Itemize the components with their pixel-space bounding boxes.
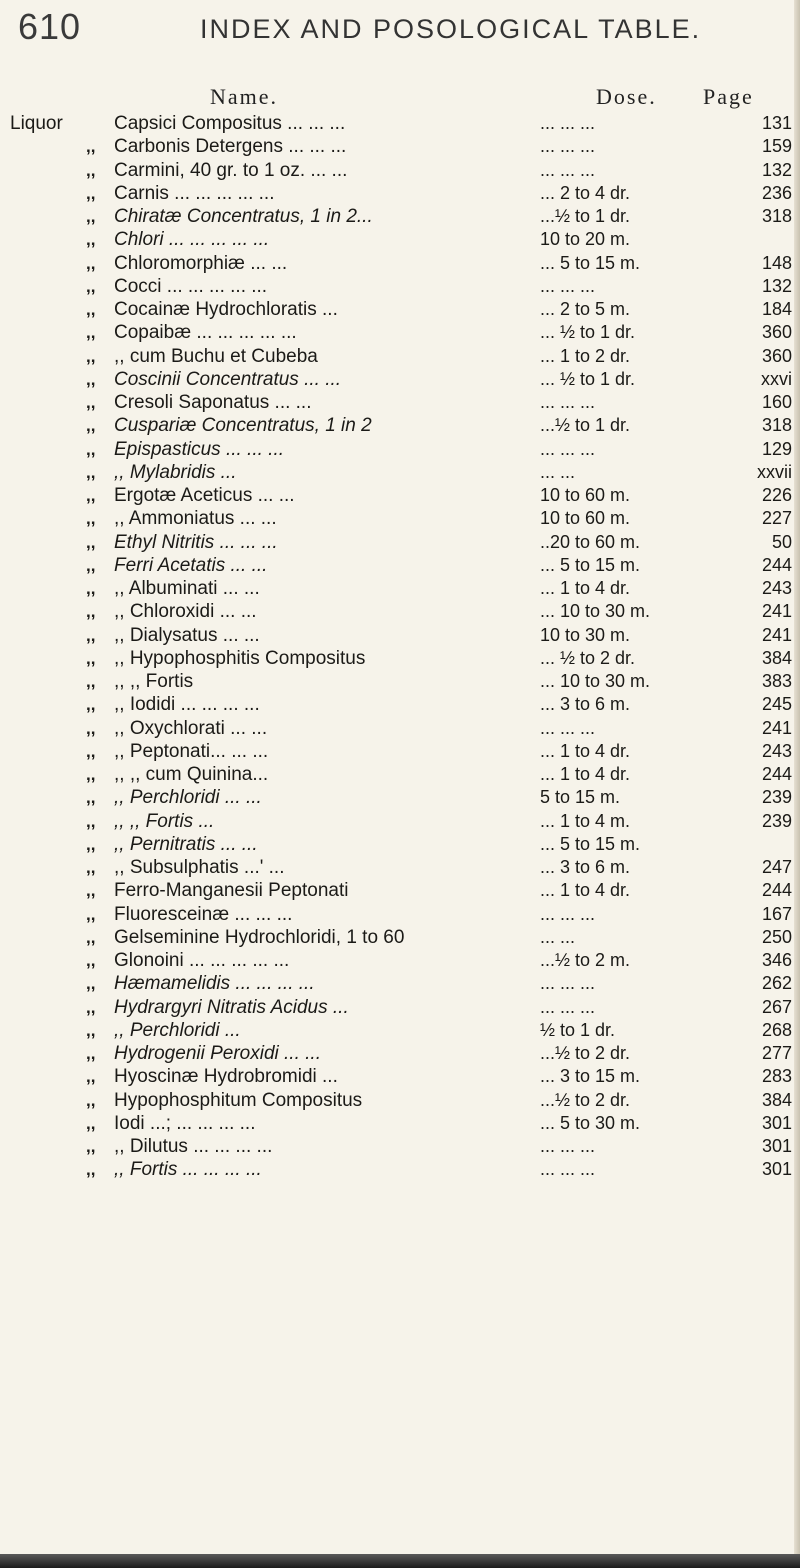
entry-name: ,, cum Buchu et Cubeba — [114, 345, 318, 367]
entry-prefix: ,, — [86, 904, 96, 924]
entry-dose: 10 to 60 m. — [540, 508, 631, 529]
entry-name: ,, Chloroxidi ... ... — [114, 601, 257, 623]
entry-dose: ... 5 to 15 m. — [540, 833, 641, 854]
entry-prefix: ,, — [86, 625, 96, 645]
index-entry-row — [0, 461, 800, 484]
entry-page: 247 — [761, 857, 792, 877]
index-entry-row — [0, 763, 800, 786]
entry-dose: ... ... ... — [540, 392, 596, 412]
entry-name: Cresoli Saponatus ... ... — [114, 392, 312, 413]
index-entry-row — [0, 1089, 800, 1112]
entry-page: 243 — [761, 740, 792, 761]
entry-name: ,, ,, Fortis — [114, 671, 194, 692]
entry-page: 184 — [761, 299, 792, 319]
index-entry-row — [0, 1042, 800, 1065]
entry-name: ,, Albuminati ... ... — [114, 578, 260, 599]
index-entry-row — [0, 833, 800, 856]
entry-dose: 10 to 20 m. — [540, 229, 631, 250]
entry-name: ,, Subsulphatis ...' ... — [114, 857, 285, 878]
entry-name: ,, Fortis ... ... ... ... — [114, 1159, 262, 1181]
entry-page: 384 — [761, 647, 792, 668]
entry-prefix: ,, — [86, 695, 96, 715]
index-entry-row — [0, 252, 800, 275]
index-entry-row — [0, 321, 800, 344]
entry-prefix: ,, — [86, 927, 96, 947]
entry-dose: ... ... ... — [540, 973, 596, 994]
running-title: INDEX AND POSOLOGICAL TABLE. — [200, 14, 702, 44]
entry-prefix: ,, — [86, 160, 96, 180]
entry-dose: ... 3 to 15 m. — [540, 1066, 641, 1087]
index-entry-row — [0, 693, 800, 716]
entry-page: 244 — [761, 554, 792, 575]
entry-page: 132 — [761, 159, 792, 180]
entry-name: Cocci ... ... ... ... ... — [114, 275, 268, 297]
index-entry-row — [0, 391, 800, 414]
entry-prefix: ,, — [86, 834, 96, 854]
entry-prefix: ,, — [86, 1160, 96, 1180]
entry-prefix: ,, — [86, 579, 96, 598]
entry-page: 129 — [761, 438, 792, 459]
entry-prefix: ,, — [86, 183, 96, 203]
entry-name: Hæmamelidis ... ... ... ... — [114, 973, 315, 995]
index-entry-row — [0, 159, 800, 182]
entry-name: Carnis ... ... ... ... ... — [114, 182, 275, 204]
entry-page: 244 — [761, 764, 792, 784]
entry-prefix: ,, — [86, 881, 96, 901]
entry-name: ,, ,, cum Quinina... — [114, 764, 269, 785]
entry-name: Ethyl Nitritis ... ... ... — [114, 531, 278, 553]
entry-name: ,, Ammoniatus ... ... — [114, 508, 277, 530]
column-header-dose: Dose. — [596, 84, 657, 109]
entry-name: ,, Dilutus ... ... ... ... — [114, 1136, 273, 1157]
index-entry-row — [0, 414, 800, 437]
entry-name: Cuspariæ Concentratus, 1 in 2 — [114, 415, 372, 437]
entry-page: 167 — [761, 903, 792, 924]
index-entry-row — [0, 438, 800, 461]
entry-prefix: ,, — [86, 276, 96, 296]
entry-page: 226 — [761, 485, 792, 505]
entry-prefix: ,, — [86, 532, 96, 552]
entry-name: Capsici Compositus ... ... ... — [114, 113, 346, 134]
entry-page: 243 — [761, 578, 792, 598]
entry-dose: ... ... ... — [540, 159, 596, 180]
entry-name: ,, Perchloridi ... ... — [114, 787, 262, 809]
entry-page: 301 — [761, 1159, 792, 1180]
entry-dose: ... ... — [540, 926, 576, 947]
entry-page: 236 — [761, 182, 792, 203]
entry-page: 241 — [761, 601, 792, 622]
entry-prefix: ,, — [86, 230, 96, 250]
entry-prefix: ,, — [86, 509, 96, 529]
entry-name: Iodi ...; ... ... ... ... — [114, 1112, 256, 1134]
index-entry-row — [0, 484, 800, 507]
entry-name: Epispasticus ... ... ... — [114, 438, 285, 460]
index-entry-row — [0, 228, 800, 251]
entry-page: 301 — [761, 1136, 792, 1156]
entry-name: ,, ,, Fortis ... — [114, 810, 215, 832]
entry-prefix: ,, — [86, 1044, 96, 1063]
entry-name: ,, Pernitratis ... ... — [114, 833, 258, 855]
entry-page: 318 — [761, 415, 792, 436]
entry-page: 383 — [761, 671, 792, 691]
entry-dose: ..20 to 60 m. — [540, 531, 641, 552]
entry-dose: 10 to 30 m. — [540, 624, 631, 645]
entry-prefix: ,, — [86, 253, 96, 273]
entry-prefix: ,, — [86, 974, 96, 994]
entry-name: Ferro-Manganesii Peptonati — [114, 880, 349, 902]
entry-page: 250 — [761, 926, 792, 947]
entry-dose: ... 5 to 30 m. — [540, 1112, 641, 1133]
index-entry-row — [0, 368, 800, 391]
entry-dose: ... ... ... — [540, 903, 596, 924]
entry-prefix: ,, — [86, 718, 96, 738]
index-entry-row — [0, 879, 800, 902]
entry-dose: ... ... ... — [540, 717, 596, 738]
entry-dose: ... 10 to 30 m. — [540, 671, 651, 691]
entry-name: ,, Mylabridis ... — [114, 461, 237, 483]
entry-dose: ...½ to 1 dr. — [540, 206, 631, 226]
entry-prefix: ,, — [86, 1067, 96, 1087]
index-entry-row — [0, 810, 800, 833]
index-entry-row — [0, 949, 800, 972]
entry-name: Cocainæ Hydrochloratis ... — [114, 299, 338, 320]
entry-prefix: ,, — [86, 997, 96, 1017]
entry-prefix: ,, — [86, 788, 96, 808]
index-entry-row — [0, 554, 800, 577]
entry-page: xxvi — [761, 368, 792, 389]
entry-page: 244 — [761, 880, 792, 901]
entry-page: 301 — [761, 1112, 792, 1133]
entry-dose: ... 10 to 30 m. — [540, 601, 651, 622]
entry-dose: ... ... ... — [540, 438, 596, 459]
entry-name: Carmini, 40 gr. to 1 oz. ... ... — [114, 159, 348, 181]
entry-dose: ... 3 to 6 m. — [540, 694, 631, 715]
entry-name: Gelseminine Hydrochloridi, 1 to 60 — [114, 926, 405, 948]
index-entry-row — [0, 205, 800, 228]
entry-name: ,, Oxychlorati ... ... — [114, 717, 268, 739]
entry-dose: ... 5 to 15 m. — [540, 252, 641, 273]
column-header-name: Name. — [210, 84, 279, 109]
entry-prefix: ,, — [86, 811, 96, 831]
entry-prefix: ,, — [86, 393, 96, 412]
entry-prefix: ,, — [86, 300, 96, 319]
entry-dose: ... ... ... — [540, 275, 596, 296]
entry-page: 360 — [761, 322, 792, 343]
entry-dose: ... ½ to 2 dr. — [540, 647, 636, 668]
entry-prefix: ,, — [86, 741, 96, 761]
entry-dose: 5 to 15 m. — [540, 787, 621, 808]
entry-page: 160 — [761, 392, 792, 412]
entry-dose: ... ... ... — [540, 136, 596, 157]
column-header-page: Page — [703, 84, 754, 109]
entry-page: 239 — [761, 787, 792, 808]
entry-prefix: ,, — [86, 555, 96, 575]
index-entries — [0, 112, 800, 1182]
entry-dose: ½ to 1 dr. — [540, 1019, 616, 1040]
entry-prefix: ,, — [86, 323, 96, 343]
index-entry-row — [0, 717, 800, 740]
entry-dose: ...½ to 2 dr. — [540, 1089, 631, 1110]
index-entry-row — [0, 647, 800, 670]
index-entry-row — [0, 182, 800, 205]
entry-page: 50 — [771, 531, 792, 552]
entry-name: Coscinii Concentratus ... ... — [114, 368, 342, 390]
index-entry-row — [0, 275, 800, 298]
entry-name: ,, Hypophosphitis Compositus — [114, 647, 366, 669]
entry-prefix: ,, — [86, 951, 96, 970]
entry-page: 277 — [761, 1043, 792, 1063]
index-entry-row — [0, 1019, 800, 1042]
entry-page: 318 — [761, 206, 792, 226]
entry-dose: ... 1 to 4 m. — [540, 810, 631, 831]
index-entry-row — [0, 972, 800, 995]
entry-dose: ... 3 to 6 m. — [540, 857, 631, 877]
index-entry-row — [0, 903, 800, 926]
entry-dose: ... 1 to 2 dr. — [540, 345, 631, 366]
index-entry-row — [0, 112, 800, 135]
entry-name: Ergotæ Aceticus ... ... — [114, 485, 295, 506]
entry-prefix: ,, — [86, 1020, 96, 1040]
entry-page: 245 — [761, 694, 792, 715]
page-header — [0, 0, 790, 52]
index-entry-row — [0, 135, 800, 158]
entry-prefix: ,, — [86, 1137, 96, 1156]
entry-name: Hydrargyri Nitratis Acidus ... — [114, 996, 349, 1018]
entry-prefix: ,, — [86, 648, 96, 668]
index-entry-row — [0, 1135, 800, 1158]
index-entry-row — [0, 531, 800, 554]
bottom-rule — [0, 1554, 800, 1568]
entry-prefix: ,, — [86, 1113, 96, 1133]
entry-prefix: ,, — [86, 765, 96, 784]
entry-name: Ferri Acetatis ... ... — [114, 554, 268, 576]
entry-dose: ... 2 to 5 m. — [540, 299, 631, 319]
entry-prefix: ,, — [86, 602, 96, 622]
index-entry-row — [0, 298, 800, 321]
entry-dose: ... ... ... — [540, 996, 596, 1017]
entry-page: 239 — [761, 810, 792, 831]
entry-name: Chloromorphiæ ... ... — [114, 252, 288, 274]
entry-dose: ... ... — [540, 461, 576, 482]
entry-name: Chlori ... ... ... ... ... — [114, 229, 270, 251]
entry-page: 283 — [761, 1066, 792, 1087]
index-entry-row — [0, 1112, 800, 1135]
entry-dose: ... 1 to 4 dr. — [540, 880, 631, 901]
entry-dose: ... ½ to 1 dr. — [540, 322, 636, 343]
page-edge — [794, 0, 800, 1568]
index-entry-row — [0, 996, 800, 1019]
entry-page: 384 — [761, 1089, 792, 1110]
index-entry-row — [0, 345, 800, 368]
entry-page: 262 — [761, 973, 792, 994]
entry-dose: ... 5 to 15 m. — [540, 554, 641, 575]
entry-page: 159 — [761, 136, 792, 157]
entry-dose: ...½ to 2 m. — [540, 950, 631, 970]
entry-name: ,, Dialysatus ... ... — [114, 624, 260, 646]
entry-page: 131 — [761, 113, 792, 133]
entry-prefix: ,, — [86, 207, 96, 226]
entry-dose: ...½ to 2 dr. — [540, 1043, 631, 1063]
entry-page: 346 — [761, 950, 792, 970]
entry-dose: ... ... ... — [540, 1159, 596, 1180]
entry-prefix: ,, — [86, 858, 96, 877]
entry-name: Hyoscinæ Hydrobromidi ... — [114, 1066, 338, 1088]
entry-name: ,, Iodidi ... ... ... ... — [114, 694, 260, 716]
entry-prefix: Liquor — [10, 113, 63, 134]
entry-dose: ... ... ... — [540, 1136, 596, 1156]
entry-dose: 10 to 60 m. — [540, 485, 631, 505]
entry-page: 132 — [761, 275, 792, 296]
entry-dose: ... 1 to 4 dr. — [540, 578, 631, 598]
entry-name: Fluoresceinæ ... ... ... — [114, 903, 293, 925]
entry-dose: ... ... ... — [540, 113, 596, 133]
entry-name: ,, Peptonati... ... ... — [114, 740, 269, 762]
index-entry-row — [0, 507, 800, 530]
entry-page: 360 — [761, 345, 792, 366]
index-entry-row — [0, 856, 800, 879]
index-entry-row — [0, 740, 800, 763]
index-entry-row — [0, 786, 800, 809]
entry-page: 267 — [761, 996, 792, 1017]
page-number: 610 — [18, 6, 82, 47]
index-entry-row — [0, 624, 800, 647]
entry-prefix: ,, — [86, 439, 96, 459]
entry-prefix: ,, — [86, 462, 96, 482]
entry-name: Carbonis Detergens ... ... ... — [114, 136, 347, 158]
index-entry-row — [0, 577, 800, 600]
entry-dose: ... 2 to 4 dr. — [540, 182, 631, 203]
entry-prefix: ,, — [86, 672, 96, 691]
entry-prefix: ,, — [86, 346, 96, 366]
entry-prefix: ,, — [86, 369, 96, 389]
entry-page: 241 — [761, 717, 792, 738]
entry-dose: ...½ to 1 dr. — [540, 415, 631, 436]
index-entry-row — [0, 926, 800, 949]
entry-name: Hydrogenii Peroxidi ... ... — [114, 1043, 321, 1064]
entry-prefix: ,, — [86, 137, 96, 157]
entry-page: 241 — [761, 624, 792, 645]
entry-name: Chiratæ Concentratus, 1 in 2... — [114, 206, 373, 227]
entry-dose: ... ½ to 1 dr. — [540, 368, 636, 389]
entry-page: 227 — [761, 508, 792, 529]
entry-page: 148 — [761, 252, 792, 273]
entry-name: Copaibæ ... ... ... ... ... — [114, 322, 297, 344]
entry-page: 268 — [761, 1019, 792, 1040]
entry-page: xxvii — [757, 461, 792, 482]
entry-prefix: ,, — [86, 1090, 96, 1110]
index-entry-row — [0, 600, 800, 623]
entry-name: Hypophosphitum Compositus — [114, 1089, 363, 1111]
entry-name: Glonoini ... ... ... ... ... — [114, 950, 290, 971]
entry-prefix: ,, — [86, 486, 96, 505]
index-entry-row — [0, 670, 800, 693]
entry-dose: ... 1 to 4 dr. — [540, 740, 631, 761]
entry-prefix: ,, — [86, 416, 96, 436]
index-entry-row — [0, 1158, 800, 1181]
entry-name: ,, Perchloridi ... — [114, 1019, 241, 1041]
index-entry-row — [0, 1065, 800, 1088]
entry-dose: ... 1 to 4 dr. — [540, 764, 631, 784]
